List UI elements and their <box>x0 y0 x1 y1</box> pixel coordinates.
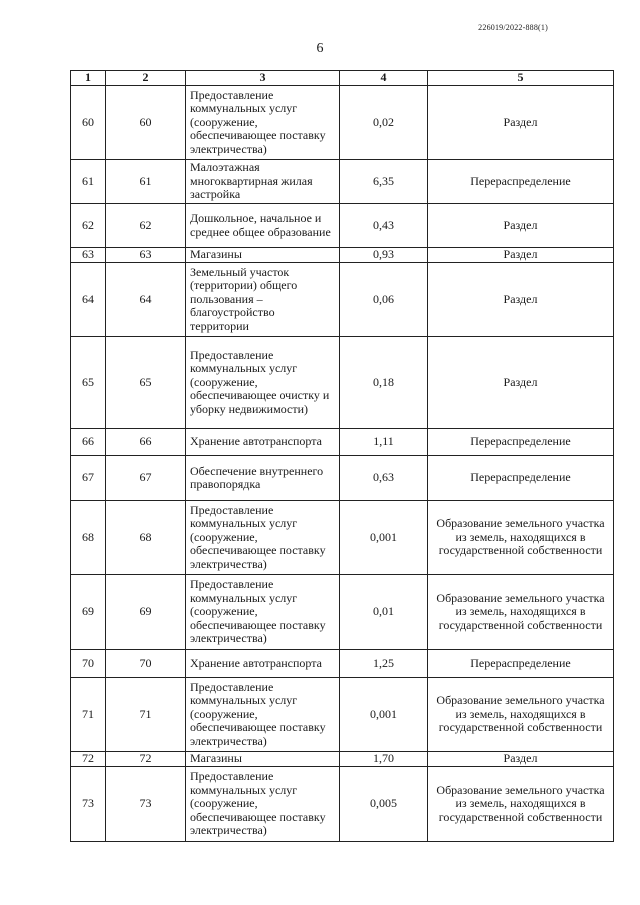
land-use-cell: Хранение автотранспорта <box>186 650 340 678</box>
table-row <box>71 337 614 429</box>
method-cell: Образование земельного участка из земель, находящихся в государственной собственности <box>428 501 614 575</box>
parcel-number-cell: 73 <box>106 767 186 842</box>
header-col-5: 5 <box>428 71 614 86</box>
table-row <box>71 429 614 456</box>
method-cell: Раздел <box>428 204 614 248</box>
area-cell: 0,01 <box>340 575 428 650</box>
table-row <box>71 752 614 767</box>
area-cell: 0,001 <box>340 501 428 575</box>
row-number-cell: 72 <box>71 752 106 767</box>
parcel-number-cell: 69 <box>106 575 186 650</box>
land-use-cell: Предоставление коммунальных услуг (сооружение, обеспечивающее поставку электричества) <box>186 767 340 842</box>
row-number-cell: 68 <box>71 501 106 575</box>
method-cell: Образование земельного участка из земель, находящихся в государственной собственности <box>428 767 614 842</box>
area-cell: 0,005 <box>340 767 428 842</box>
parcel-number-cell: 68 <box>106 501 186 575</box>
land-use-cell: Предоставление коммунальных услуг (сооружение, обеспечивающее поставку электричества) <box>186 678 340 752</box>
land-use-cell: Малоэтажная многоквартирная жилая застройка <box>186 160 340 204</box>
table-row <box>71 650 614 678</box>
parcel-number-cell: 62 <box>106 204 186 248</box>
header-col-3: 3 <box>186 71 340 86</box>
row-number-cell: 62 <box>71 204 106 248</box>
land-use-cell: Хранение автотранспорта <box>186 429 340 456</box>
header-col-4: 4 <box>340 71 428 86</box>
method-cell: Перераспределение <box>428 429 614 456</box>
method-cell: Раздел <box>428 248 614 263</box>
header-col-2: 2 <box>106 71 186 86</box>
row-number-cell: 64 <box>71 263 106 337</box>
land-use-cell: Предоставление коммунальных услуг (сооружение, обеспечивающее поставку электричества) <box>186 86 340 160</box>
row-number-cell: 73 <box>71 767 106 842</box>
parcel-number-cell: 61 <box>106 160 186 204</box>
table-row <box>71 501 614 575</box>
area-cell: 0,93 <box>340 248 428 263</box>
parcel-number-cell: 60 <box>106 86 186 160</box>
table-row <box>71 86 614 160</box>
table-row <box>71 456 614 501</box>
table-row <box>71 160 614 204</box>
parcel-number-cell: 70 <box>106 650 186 678</box>
table-row <box>71 575 614 650</box>
land-use-cell: Магазины <box>186 248 340 263</box>
area-cell: 0,02 <box>340 86 428 160</box>
land-use-cell: Магазины <box>186 752 340 767</box>
document-number: 226019/2022-888(1) <box>478 23 548 32</box>
method-cell: Перераспределение <box>428 160 614 204</box>
area-cell: 0,18 <box>340 337 428 429</box>
land-use-cell: Дошкольное, начальное и среднее общее образование <box>186 204 340 248</box>
row-number-cell: 60 <box>71 86 106 160</box>
area-cell: 1,11 <box>340 429 428 456</box>
method-cell: Перераспределение <box>428 650 614 678</box>
area-cell: 6,35 <box>340 160 428 204</box>
land-use-cell: Предоставление коммунальных услуг (сооружение, обеспечивающее поставку электричества) <box>186 575 340 650</box>
row-number-cell: 67 <box>71 456 106 501</box>
header-col-1: 1 <box>71 71 106 86</box>
table-row <box>71 248 614 263</box>
method-cell: Образование земельного участка из земель, находящихся в государственной собственности <box>428 575 614 650</box>
row-number-cell: 71 <box>71 678 106 752</box>
area-cell: 0,001 <box>340 678 428 752</box>
method-cell: Раздел <box>428 337 614 429</box>
method-cell: Перераспределение <box>428 456 614 501</box>
parcel-number-cell: 71 <box>106 678 186 752</box>
table-row <box>71 767 614 842</box>
row-number-cell: 63 <box>71 248 106 263</box>
parcels-table <box>70 70 614 842</box>
method-cell: Раздел <box>428 263 614 337</box>
method-cell: Образование земельного участка из земель, находящихся в государственной собственности <box>428 678 614 752</box>
method-cell: Раздел <box>428 752 614 767</box>
row-number-cell: 70 <box>71 650 106 678</box>
row-number-cell: 61 <box>71 160 106 204</box>
land-use-cell: Земельный участок (территории) общего пользования – благоустройство территории <box>186 263 340 337</box>
land-use-cell: Предоставление коммунальных услуг (сооружение, обеспечивающее поставку электричества) <box>186 501 340 575</box>
area-cell: 0,63 <box>340 456 428 501</box>
parcel-number-cell: 63 <box>106 248 186 263</box>
area-cell: 1,25 <box>340 650 428 678</box>
table-row <box>71 263 614 337</box>
area-cell: 0,43 <box>340 204 428 248</box>
method-cell: Раздел <box>428 86 614 160</box>
parcel-number-cell: 64 <box>106 263 186 337</box>
row-number-cell: 69 <box>71 575 106 650</box>
land-use-cell: Обеспечение внутреннего правопорядка <box>186 456 340 501</box>
row-number-cell: 66 <box>71 429 106 456</box>
row-number-cell: 65 <box>71 337 106 429</box>
table-row <box>71 678 614 752</box>
parcel-number-cell: 72 <box>106 752 186 767</box>
land-use-cell: Предоставление коммунальных услуг (сооружение, обеспечивающее очистку и уборку недвижимости) <box>186 337 340 429</box>
table-header-row <box>71 71 614 86</box>
parcel-number-cell: 65 <box>106 337 186 429</box>
page-number: 6 <box>316 41 324 56</box>
parcel-number-cell: 67 <box>106 456 186 501</box>
area-cell: 0,06 <box>340 263 428 337</box>
area-cell: 1,70 <box>340 752 428 767</box>
parcel-number-cell: 66 <box>106 429 186 456</box>
table-row <box>71 204 614 248</box>
